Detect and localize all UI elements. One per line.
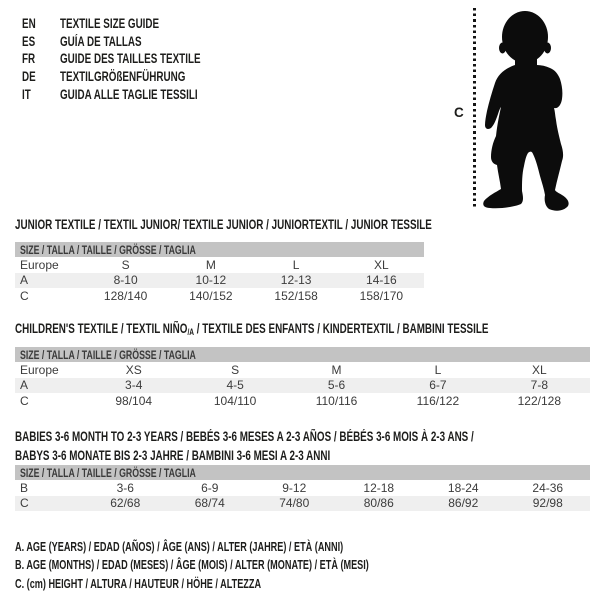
size-cell: L [434, 362, 442, 377]
size-cell: 110/116 [315, 393, 358, 408]
language-row [22, 50, 253, 68]
language-code: IT [22, 86, 31, 102]
size-cell: 8-10 [113, 273, 138, 288]
height-measure-label: C [454, 105, 464, 120]
language-label: GUÍA DE TALLAS [60, 33, 142, 49]
children-table-title: CHILDREN'S TEXTILE / TEXTIL $NIÑO_{/A}$ / TEXTILE DES ENFANTS / KINDERTEXTIL / BAMBINI TESSILE [15, 321, 489, 337]
row-label: Europe [20, 362, 59, 377]
language-code: EN [22, 16, 36, 32]
footnote-a: A. AGE (YEARS) / EDAD (AÑOS) / ÂGE (ANS) / ALTER (JAHRE) / ETÀ (ANNI) [15, 540, 344, 555]
language-code: ES [22, 33, 36, 49]
size-cell: 104/110 [213, 393, 257, 408]
size-cell: 122/128 [517, 393, 562, 408]
size-cell: 3-4 [125, 378, 143, 393]
ear-right [544, 43, 551, 54]
table-row [15, 288, 424, 304]
row-label: C [20, 496, 29, 511]
size-cell: 24-36 [532, 480, 564, 495]
size-cell: 14-16 [366, 273, 397, 288]
table-row [15, 257, 424, 273]
height-measure-line [473, 8, 476, 209]
language-label: GUIDA ALLE TAGLIE TESSILI [60, 86, 198, 102]
row-label: A [20, 273, 29, 288]
row-label: A [20, 378, 29, 393]
footnote-c: C. (cm) HEIGHT / ALTURA / HAUTEUR / HÖHE / ALTEZZA [15, 576, 262, 591]
size-cell: 140/152 [189, 288, 233, 303]
size-cell: 116/122 [416, 393, 460, 408]
size-header-label: SIZE / TALLA / TAILLE / GRÖSSE / TAGLIA [20, 347, 196, 362]
size-cell: 62/68 [110, 496, 141, 511]
language-row [22, 15, 253, 33]
language-code: DE [22, 69, 36, 85]
size-cell: M [331, 362, 342, 377]
size-cell: L [292, 257, 300, 272]
size-cell: 3-6 [116, 480, 134, 495]
size-cell: M [205, 257, 216, 272]
size-cell: 152/158 [274, 288, 318, 303]
table-row [15, 393, 590, 409]
size-cell: 98/104 [115, 393, 153, 408]
size-cell: 6-7 [429, 378, 447, 393]
size-cell: XL [374, 257, 389, 272]
babies-size-table [15, 465, 590, 511]
table-row [15, 378, 590, 394]
size-cell: 128/140 [103, 288, 148, 303]
language-code: FR [22, 51, 36, 67]
babies-table-title: BABIES 3-6 MONTH TO 2-3 YEARS / BEBÉS 3-6 MESES A 2-3 AÑOS / BÉBÉS 3-6 MOIS À 2-3 ANS / BABYS 3-6 MONATE BIS 2-3 JAHRE / BAMBINI 3-6 MESI A 2-3 ANNI [15, 429, 474, 463]
language-label: TEXTILE SIZE GUIDE [60, 16, 160, 32]
size-cell: S [231, 362, 240, 377]
footnote-b: B. AGE (MONTHS) / EDAD (MESES) / ÂGE (MOIS) / ALTER (MONATE) / ETÀ (MESI) [15, 558, 369, 573]
row-label: C [20, 393, 29, 408]
size-cell: 80/86 [363, 496, 394, 511]
size-header-bar [15, 347, 590, 362]
size-cell: 74/80 [279, 496, 310, 511]
language-label: GUIDE DES TAILLES TEXTILE [60, 51, 201, 67]
size-cell: 10-12 [195, 273, 227, 288]
size-cell: S [121, 257, 130, 272]
size-cell: 18-24 [447, 480, 479, 495]
head [502, 11, 548, 63]
size-cell: 86/92 [448, 496, 479, 511]
size-cell: 92/98 [532, 496, 563, 511]
footnotes [15, 538, 500, 593]
size-header-label: SIZE / TALLA / TAILLE / GRÖSSE / TAGLIA [20, 242, 196, 257]
size-cell: 7-8 [530, 378, 548, 393]
size-cell: 12-13 [280, 273, 312, 288]
size-cell: 158/170 [359, 288, 404, 303]
ear-left [499, 43, 506, 54]
language-row [22, 33, 253, 51]
size-cell: 5-6 [327, 378, 346, 393]
table-row [15, 273, 424, 289]
toddler-silhouette-icon [478, 8, 578, 215]
size-cell: XS [125, 362, 142, 377]
size-cell: 4-5 [226, 378, 244, 393]
title-subscript: /A [187, 327, 195, 337]
row-label: Europe [20, 257, 59, 272]
table-row [15, 480, 590, 496]
size-cell: 9-12 [282, 480, 307, 495]
language-row [22, 68, 253, 86]
size-header-bar [15, 242, 424, 257]
language-row [22, 85, 253, 103]
size-header-label: SIZE / TALLA / TAILLE / GRÖSSE / TAGLIA [20, 465, 196, 480]
children-size-table [15, 347, 590, 409]
junior-size-table [15, 242, 424, 304]
row-label: C [20, 288, 29, 303]
row-label: B [20, 480, 29, 495]
body [483, 56, 568, 211]
size-header-bar [15, 465, 590, 480]
size-cell: 12-18 [363, 480, 395, 495]
size-cell: 68/74 [194, 496, 225, 511]
table-row [15, 362, 590, 378]
language-list [22, 15, 253, 103]
junior-table-title: JUNIOR TEXTILE / TEXTIL JUNIOR/ TEXTILE JUNIOR / JUNIORTEXTIL / JUNIOR TESSILE [15, 217, 432, 232]
language-label: TEXTILGRÖßENFÜHRUNG [60, 69, 186, 85]
size-cell: XL [531, 362, 547, 377]
table-row [15, 496, 590, 512]
size-cell: 6-9 [201, 480, 219, 495]
